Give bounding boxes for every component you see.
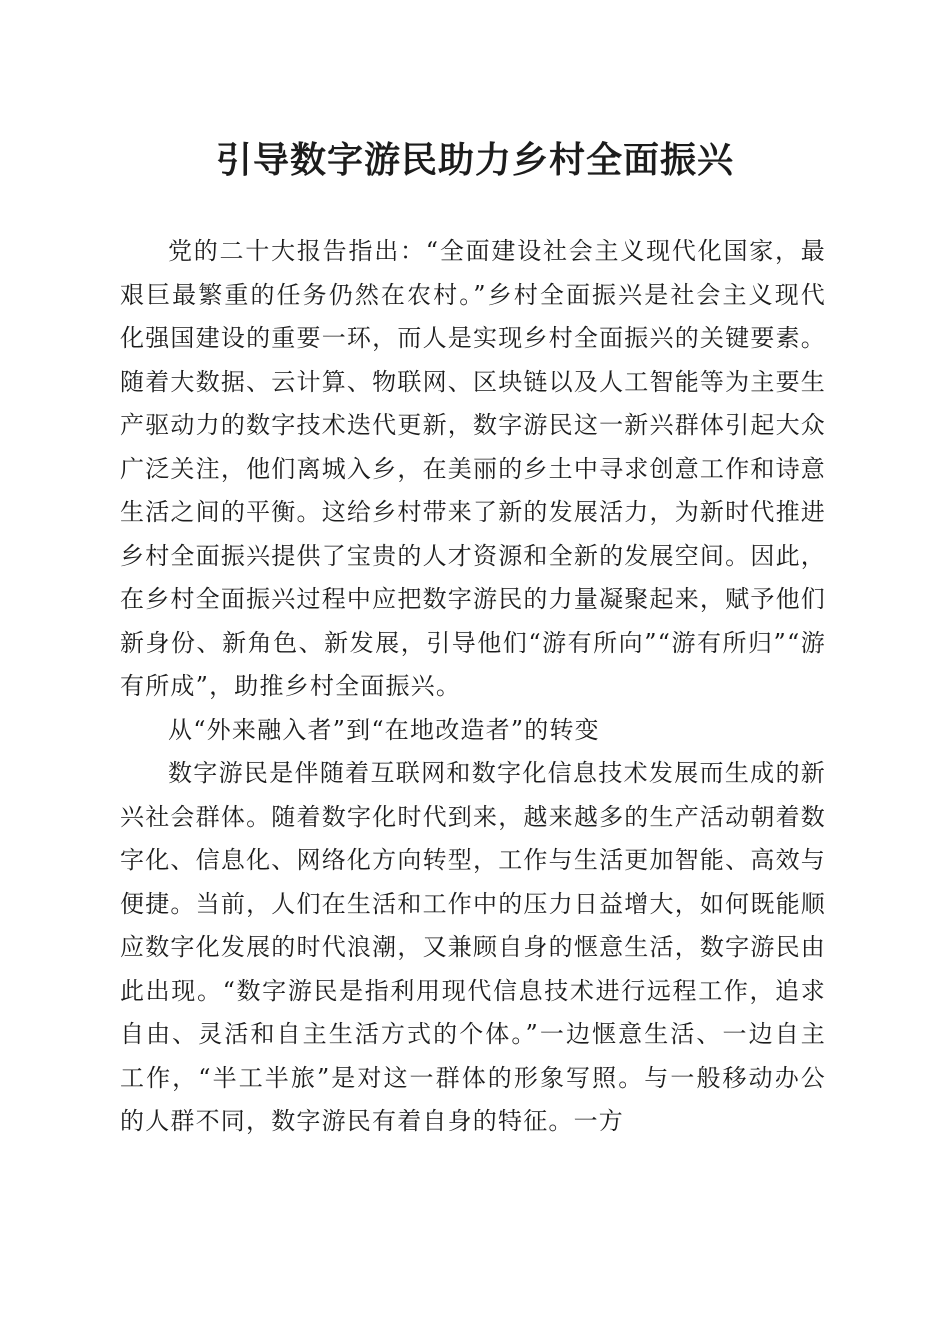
document-body <box>120 230 826 1144</box>
paragraph-digital-nomads: 数字游民是伴随着互联网和数字化信息技术发展而生成的新兴社会群体。随着数字化时代到来，越来越多的生产活动朝着数字化、信息化、网络化方向转型，工作与生活更加智能、高效与便捷。当前，人们在生活和工作中的压力日益增大，如何既能顺应数字化发展的时代浪潮，又兼顾自身的惬意生活，数字游民由此出现。“数字游民是指利用现代信息技术进行远程工作，追求自由、灵活和自主生活方式的个体。”一边惬意生活、一边自主工作，“半工半旅”是对这一群体的形象写照。与一般移动办公的人群不同，数字游民有着自身的特征。一方 <box>120 759 826 1135</box>
paragraph-intro: 党的二十大报告指出：“全面建设社会主义现代化国家，最艰巨最繁重的任务仍然在农村。”乡村全面振兴是社会主义现代化强国建设的重要一环，而人是实现乡村全面振兴的关键要素。随着大数据、云计算、物联网、区块链以及人工智能等为主要生产驱动力的数字技术迭代更新，数字游民这一新兴群体引起大众广泛关注，他们离城入乡，在美丽的乡土中寻求创意工作和诗意生活之间的平衡。这给乡村带来了新的发展活力，为新时代推进乡村全面振兴提供了宝贵的人才资源和全新的发展空间。因此，在乡村全面振兴过程中应把数字游民的力量凝聚起来，赋予他们新身份、新角色、新发展，引导他们“游有所向”“游有所归”“游有所成”，助推乡村全面振兴。 <box>120 237 826 700</box>
document-title: 引导数字游民助力乡村全面振兴 <box>215 139 734 181</box>
section-heading: 从“外来融入者”到“在地改造者”的转变 <box>168 715 600 744</box>
